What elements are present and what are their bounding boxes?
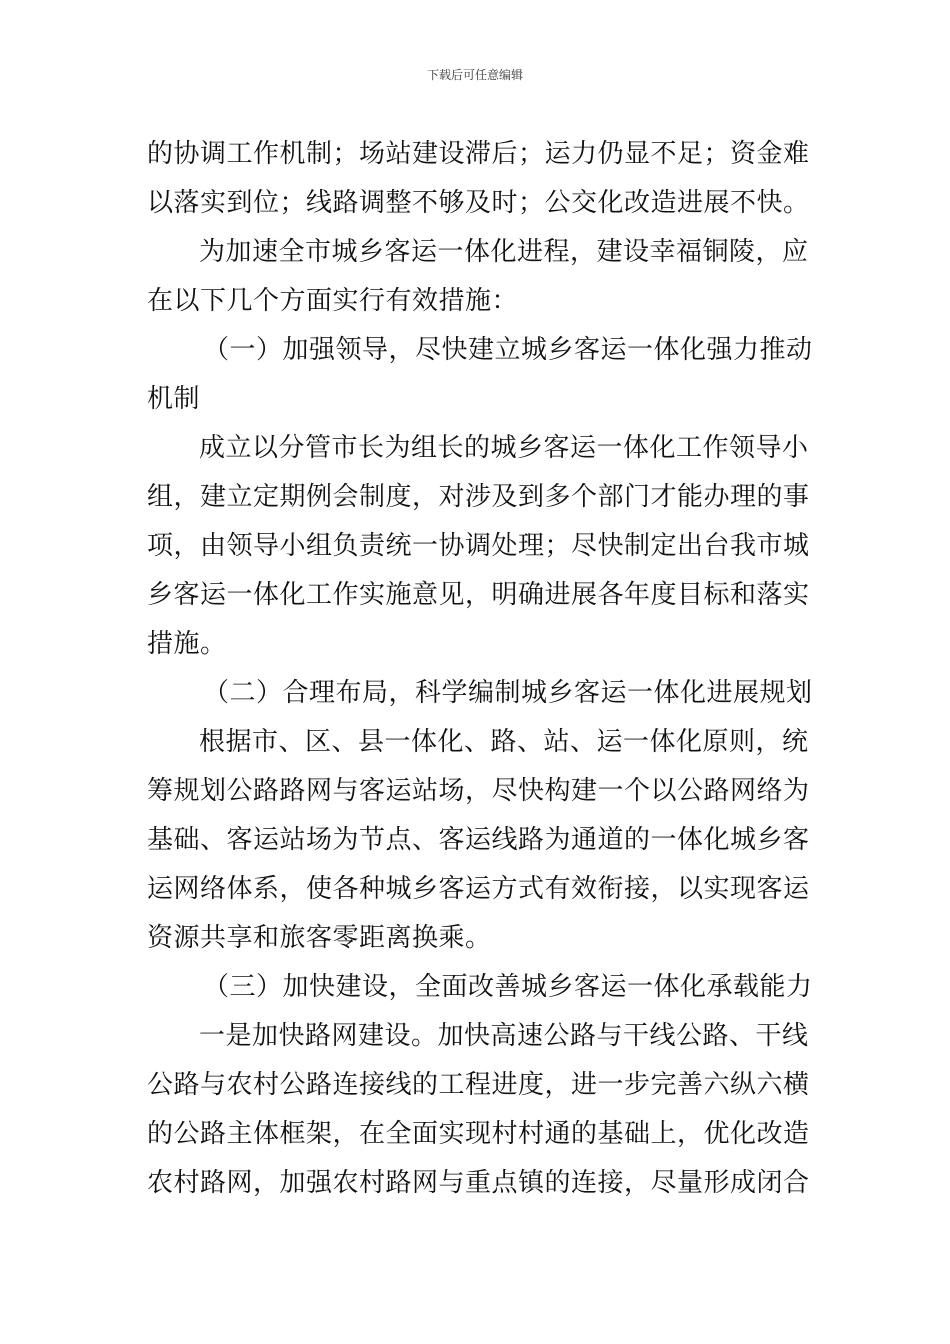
section-heading: （一）加强领导，尽快建立城乡客运一体化强力推动 [203,335,813,365]
text-line: 基础、客运站场为节点、客运线路为通道的一体化城乡客 [147,825,810,855]
text-line: 措施。 [147,629,227,659]
text-line: 资源共享和旅客零距离换乘。 [147,923,492,953]
text-line: 运网络体系，使各种城乡客运方式有效衔接，以实现客运 [147,874,810,904]
document-body [147,130,813,1208]
text-line: 筹规划公路路网与客运站场，尽快构建一个以公路网络为 [147,776,810,806]
text-line: 以落实到位；线路调整不够及时；公交化改造进展不快。 [147,188,810,218]
text-line: 组，建立定期例会制度，对涉及到多个部门才能办理的事 [147,482,810,512]
section-heading: （二）合理布局，科学编制城乡客运一体化进展规划 [203,678,813,708]
text-line: 农村路网，加强农村路网与重点镇的连接，尽量形成闭合 [147,1168,810,1198]
text-line: 在以下几个方面实行有效措施： [147,286,519,316]
text-line: 乡客运一体化工作实施意见，明确进展各年度目标和落实 [147,580,810,610]
text-line: 为加速全市城乡客运一体化进程，建设幸福铜陵，应 [199,237,809,267]
section-heading-continued: 机制 [147,384,201,414]
section-heading: （三）加快建设，全面改善城乡客运一体化承载能力 [203,972,813,1002]
text-line: 成立以分管市长为组长的城乡客运一体化工作领导小 [199,433,809,463]
text-line: 的协调工作机制；场站建设滞后；运力仍显不足；资金难 [147,139,810,169]
text-line: 公路与农村公路连接线的工程进度，进一步完善六纵六横 [147,1070,810,1100]
page-header: 下载后可任意编辑 [426,68,523,82]
text-line: 项，由领导小组负责统一协调处理；尽快制定出台我市城 [147,531,810,561]
text-line: 一是加快路网建设。加快高速公路与干线公路、干线 [199,1021,809,1051]
text-line: 根据市、区、县一体化、路、站、运一体化原则，统 [199,727,809,757]
text-line: 的公路主体框架，在全面实现村村通的基础上，优化改造 [147,1119,810,1149]
